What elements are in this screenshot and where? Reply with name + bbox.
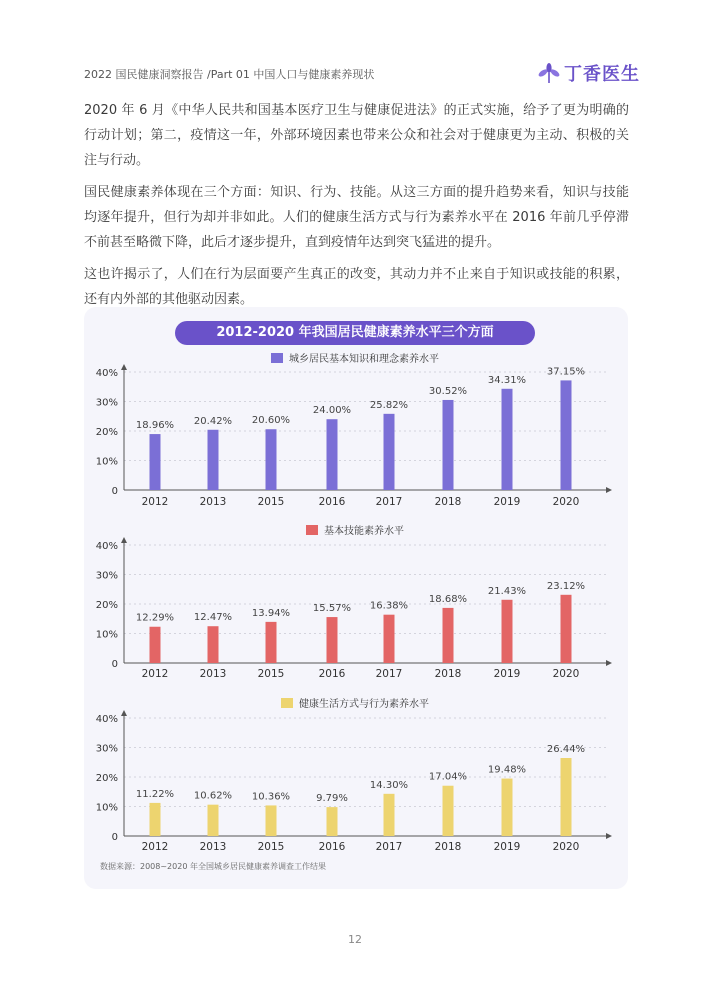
- data-label: 26.44%: [546, 744, 586, 756]
- bar: [502, 389, 513, 490]
- bar: [384, 794, 395, 836]
- x-tick-label: 2016: [318, 841, 346, 853]
- x-tick-label: 2017: [375, 496, 403, 508]
- data-label: 17.04%: [428, 771, 468, 783]
- y-tick-label: 10%: [95, 456, 118, 468]
- bar: [208, 805, 219, 836]
- data-label: 10.62%: [193, 790, 233, 802]
- legend-label: 健康生活方式与行为素养水平: [299, 699, 429, 710]
- y-tick-label: 40%: [95, 714, 118, 725]
- x-tick-label: 2015: [257, 668, 285, 680]
- y-tick-label: 10%: [95, 629, 118, 641]
- y-axis-arrow: [121, 710, 127, 716]
- data-label: 14.30%: [369, 779, 409, 791]
- data-label: 18.96%: [135, 420, 175, 432]
- x-tick-label: 2012: [141, 496, 169, 508]
- bar: [327, 617, 338, 663]
- data-label: 37.15%: [546, 366, 586, 378]
- y-tick-label: 0: [111, 832, 118, 843]
- legend-swatch: [306, 525, 318, 535]
- data-label: 13.94%: [251, 607, 291, 619]
- x-tick-label: 2013: [199, 496, 227, 508]
- x-axis-arrow: [606, 833, 612, 839]
- source-note: 数据来源：2008~2020 年全国城乡居民健康素养调查工作结果: [100, 862, 326, 871]
- y-tick-label: 20%: [95, 427, 118, 438]
- bar: [443, 400, 454, 490]
- bar: [266, 805, 277, 836]
- data-label: 20.42%: [193, 415, 233, 427]
- bar: [327, 807, 338, 836]
- data-label: 18.68%: [428, 593, 468, 605]
- x-tick-label: 2019: [493, 668, 521, 680]
- data-label: 30.52%: [428, 385, 468, 397]
- x-tick-label: 2018: [434, 668, 462, 680]
- x-tick-label: 2020: [552, 668, 580, 680]
- legend-swatch: [281, 698, 293, 708]
- x-tick-label: 2018: [434, 841, 462, 853]
- data-label: 25.82%: [369, 399, 409, 411]
- data-label: 10.36%: [251, 791, 291, 803]
- data-label: 9.79%: [316, 793, 348, 805]
- paragraph-3: 这也许揭示了，人们在行为层面要产生真正的改变，其动力并不止来自于知识或技能的积累，还有内外部的其他驱动因素。: [84, 267, 629, 307]
- data-label: 15.57%: [312, 603, 352, 615]
- y-axis-arrow: [121, 364, 127, 370]
- bar: [327, 419, 338, 490]
- x-tick-label: 2018: [434, 496, 462, 508]
- bar: [561, 380, 572, 490]
- bar: [208, 430, 219, 490]
- bar: [384, 414, 395, 490]
- y-tick-label: 0: [111, 659, 118, 670]
- bar: [443, 786, 454, 836]
- legend-label: 城乡居民基本知识和理念素养水平: [289, 354, 439, 365]
- report-header: 2022 国民健康洞察报告 /Part 01 中国人口与健康素养现状: [84, 68, 375, 81]
- x-tick-label: 2013: [199, 668, 227, 680]
- data-label: 24.00%: [312, 405, 352, 417]
- data-label: 12.29%: [135, 612, 175, 624]
- x-tick-label: 2020: [552, 841, 580, 853]
- x-axis-arrow: [606, 487, 612, 493]
- legend-label: 基本技能素养水平: [324, 526, 404, 537]
- x-axis-arrow: [606, 660, 612, 666]
- bar: [266, 429, 277, 490]
- data-label: 21.43%: [487, 585, 527, 597]
- x-tick-label: 2019: [493, 841, 521, 853]
- y-tick-label: 40%: [95, 541, 118, 552]
- x-tick-label: 2020: [552, 496, 580, 508]
- legend-swatch: [271, 353, 283, 363]
- y-tick-label: 20%: [95, 773, 118, 784]
- data-label: 23.12%: [546, 580, 586, 592]
- x-tick-label: 2012: [141, 841, 169, 853]
- page-number: 12: [348, 933, 362, 946]
- x-tick-label: 2017: [375, 841, 403, 853]
- y-tick-label: 0: [111, 486, 118, 497]
- x-tick-label: 2019: [493, 496, 521, 508]
- bar: [561, 758, 572, 836]
- x-tick-label: 2015: [257, 841, 285, 853]
- bar: [266, 622, 277, 663]
- bar: [502, 779, 513, 836]
- bar: [208, 626, 219, 663]
- data-label: 34.31%: [487, 374, 527, 386]
- data-label: 16.38%: [369, 600, 409, 612]
- paragraph-2: 国民健康素养体现在三个方面：知识、行为、技能。从这三方面的提升趋势来看，知识与技能均逐年提升，但行为却并非如此。人们的健康生活方式与行为素养水平在 2016 年前几乎停滞不前甚至略微下降，此后才逐步提升，直到疫情年达到突飞猛进的提升。: [84, 185, 629, 250]
- bar: [443, 608, 454, 663]
- y-tick-label: 30%: [95, 397, 118, 409]
- x-tick-label: 2017: [375, 668, 403, 680]
- chart-title: 2012-2020 年我国居民健康素养水平三个方面: [175, 321, 535, 345]
- y-tick-label: 20%: [95, 600, 118, 611]
- data-label: 19.48%: [487, 764, 527, 776]
- y-axis-arrow: [121, 537, 127, 543]
- bar: [150, 803, 161, 836]
- paragraph-1: 2020 年 6 月《中华人民共和国基本医疗卫生与健康促进法》的正式实施，给予了更为明确的行动计划；第二，疫情这一年，外部环境因素也带来公众和社会对于健康更为主动、积极的关注与行动。: [84, 103, 629, 168]
- y-tick-label: 30%: [95, 570, 118, 582]
- brand-name: 丁香医生: [564, 64, 640, 85]
- x-tick-label: 2015: [257, 496, 285, 508]
- y-tick-label: 40%: [95, 368, 118, 379]
- bar: [384, 615, 395, 663]
- bar: [150, 434, 161, 490]
- data-label: 20.60%: [251, 415, 291, 427]
- x-tick-label: 2013: [199, 841, 227, 853]
- x-tick-label: 2016: [318, 668, 346, 680]
- x-tick-label: 2012: [141, 668, 169, 680]
- data-label: 12.47%: [193, 612, 233, 624]
- y-tick-label: 30%: [95, 743, 118, 755]
- y-tick-label: 10%: [95, 802, 118, 814]
- x-tick-label: 2016: [318, 496, 346, 508]
- bar: [561, 595, 572, 663]
- bar: [502, 600, 513, 663]
- data-label: 11.22%: [135, 788, 175, 800]
- bar: [150, 627, 161, 663]
